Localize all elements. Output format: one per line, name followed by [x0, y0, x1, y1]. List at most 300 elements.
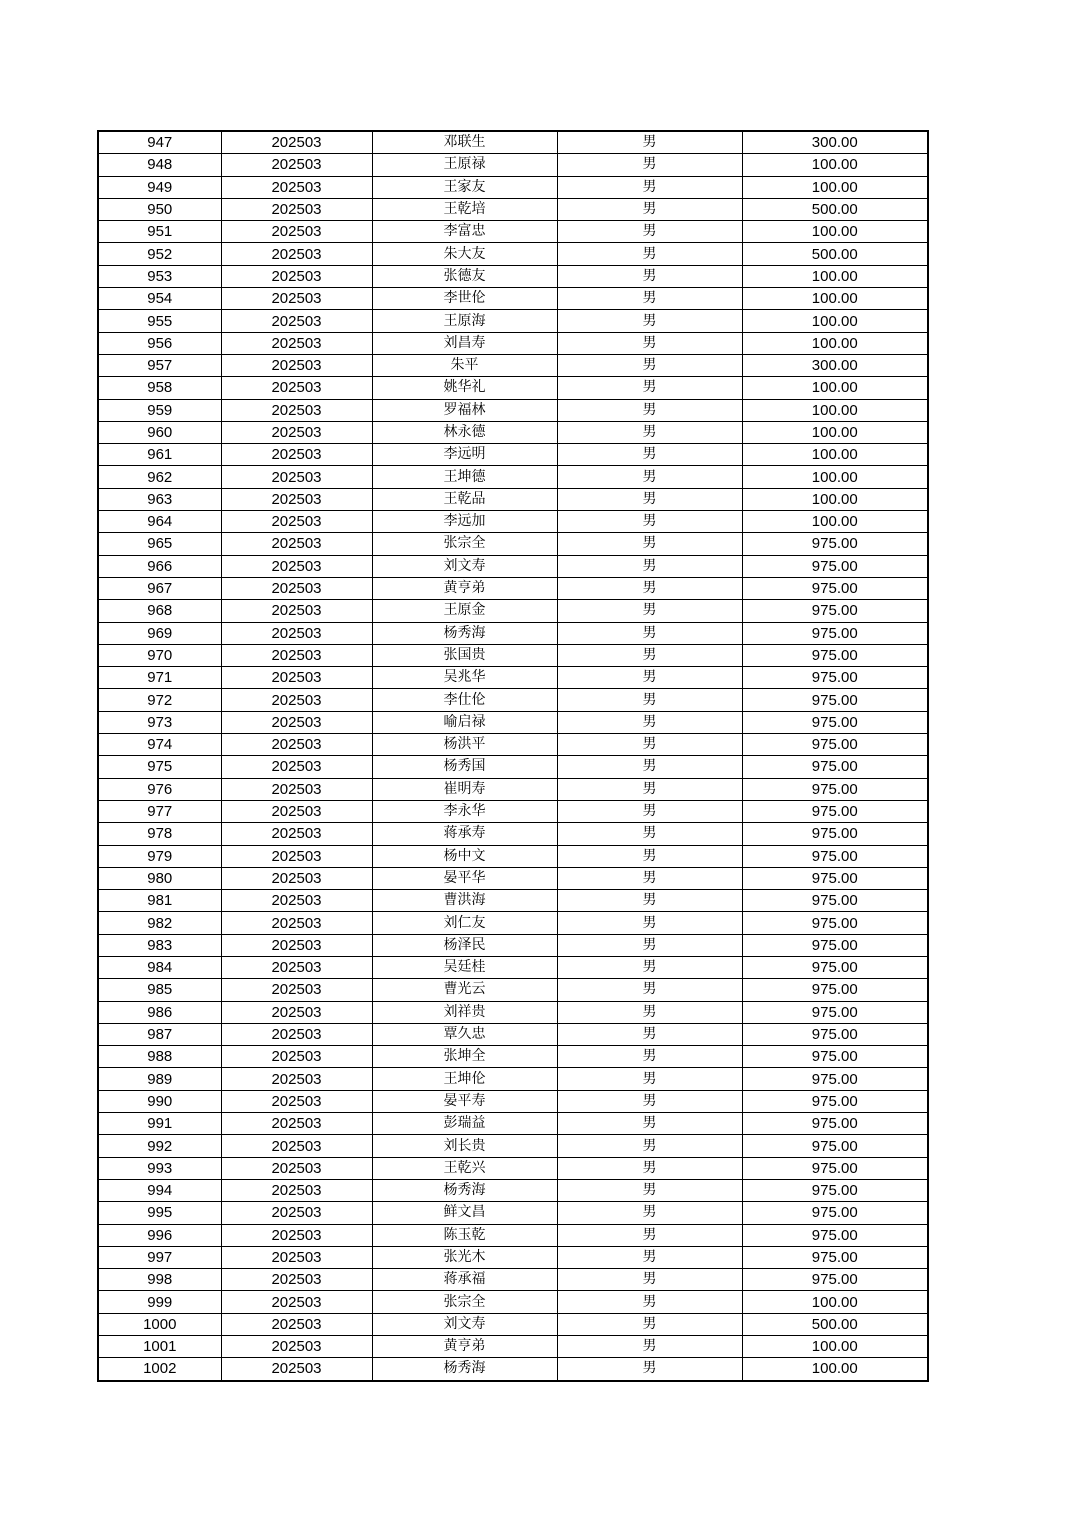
- table-row: [98, 1179, 928, 1201]
- amount-cell: 975.00: [742, 979, 928, 1001]
- amount-cell: 975.00: [742, 555, 928, 577]
- row-number-cell: 955: [98, 310, 221, 332]
- name-cell: 李世伦: [372, 288, 557, 310]
- name-cell: 朱平: [372, 354, 557, 376]
- amount-cell: 975.00: [742, 1269, 928, 1291]
- period-cell: 202503: [221, 1157, 372, 1179]
- amount-cell: 300.00: [742, 354, 928, 376]
- table-row: [98, 377, 928, 399]
- gender-cell: 男: [557, 1224, 742, 1246]
- table-row: [98, 1068, 928, 1090]
- table-row: [98, 956, 928, 978]
- table-row: [98, 154, 928, 176]
- gender-cell: 男: [557, 1046, 742, 1068]
- amount-cell: 300.00: [742, 131, 928, 154]
- row-number-cell: 998: [98, 1269, 221, 1291]
- name-cell: 黄亨弟: [372, 1336, 557, 1358]
- gender-cell: 男: [557, 533, 742, 555]
- period-cell: 202503: [221, 354, 372, 376]
- name-cell: 杨中文: [372, 845, 557, 867]
- gender-cell: 男: [557, 979, 742, 1001]
- name-cell: 杨秀国: [372, 756, 557, 778]
- amount-cell: 975.00: [742, 533, 928, 555]
- name-cell: 王原禄: [372, 154, 557, 176]
- gender-cell: 男: [557, 1001, 742, 1023]
- gender-cell: 男: [557, 667, 742, 689]
- name-cell: 陈玉乾: [372, 1224, 557, 1246]
- row-number-cell: 972: [98, 689, 221, 711]
- name-cell: 刘文寿: [372, 1313, 557, 1335]
- amount-cell: 975.00: [742, 1135, 928, 1157]
- amount-cell: 500.00: [742, 243, 928, 265]
- amount-cell: 975.00: [742, 867, 928, 889]
- gender-cell: 男: [557, 577, 742, 599]
- period-cell: 202503: [221, 1001, 372, 1023]
- period-cell: 202503: [221, 1135, 372, 1157]
- name-cell: 曹光云: [372, 979, 557, 1001]
- table-row: [98, 1291, 928, 1313]
- period-cell: 202503: [221, 444, 372, 466]
- table-row: [98, 1313, 928, 1335]
- name-cell: 杨秀海: [372, 1179, 557, 1201]
- gender-cell: 男: [557, 1179, 742, 1201]
- row-number-cell: 971: [98, 667, 221, 689]
- name-cell: 鲜文昌: [372, 1202, 557, 1224]
- period-cell: 202503: [221, 488, 372, 510]
- row-number-cell: 993: [98, 1157, 221, 1179]
- period-cell: 202503: [221, 1179, 372, 1201]
- row-number-cell: 963: [98, 488, 221, 510]
- gender-cell: 男: [557, 1358, 742, 1381]
- row-number-cell: 957: [98, 354, 221, 376]
- table-row: [98, 288, 928, 310]
- period-cell: 202503: [221, 466, 372, 488]
- amount-cell: 100.00: [742, 1358, 928, 1381]
- period-cell: 202503: [221, 1068, 372, 1090]
- amount-cell: 975.00: [742, 800, 928, 822]
- row-number-cell: 956: [98, 332, 221, 354]
- period-cell: 202503: [221, 1358, 372, 1381]
- period-cell: 202503: [221, 934, 372, 956]
- amount-cell: 975.00: [742, 1246, 928, 1268]
- name-cell: 李远加: [372, 511, 557, 533]
- gender-cell: 男: [557, 823, 742, 845]
- name-cell: 王乾兴: [372, 1157, 557, 1179]
- amount-cell: 100.00: [742, 444, 928, 466]
- period-cell: 202503: [221, 577, 372, 599]
- table-row: [98, 1336, 928, 1358]
- row-number-cell: 959: [98, 399, 221, 421]
- period-cell: 202503: [221, 511, 372, 533]
- period-cell: 202503: [221, 823, 372, 845]
- name-cell: 李富忠: [372, 221, 557, 243]
- table-row: [98, 867, 928, 889]
- amount-cell: 100.00: [742, 265, 928, 287]
- period-cell: 202503: [221, 1202, 372, 1224]
- gender-cell: 男: [557, 689, 742, 711]
- table-row: [98, 1090, 928, 1112]
- gender-cell: 男: [557, 934, 742, 956]
- row-number-cell: 973: [98, 711, 221, 733]
- amount-cell: 100.00: [742, 377, 928, 399]
- gender-cell: 男: [557, 332, 742, 354]
- period-cell: 202503: [221, 1090, 372, 1112]
- row-number-cell: 1002: [98, 1358, 221, 1381]
- name-cell: 彭瑞益: [372, 1113, 557, 1135]
- period-cell: 202503: [221, 198, 372, 220]
- name-cell: 罗福林: [372, 399, 557, 421]
- gender-cell: 男: [557, 488, 742, 510]
- table-row: [98, 1023, 928, 1045]
- name-cell: 朱大友: [372, 243, 557, 265]
- table-row: [98, 421, 928, 443]
- amount-cell: 100.00: [742, 511, 928, 533]
- table-row: [98, 1358, 928, 1381]
- amount-cell: 975.00: [742, 912, 928, 934]
- gender-cell: 男: [557, 1336, 742, 1358]
- table-row: [98, 533, 928, 555]
- gender-cell: 男: [557, 555, 742, 577]
- amount-cell: 100.00: [742, 1336, 928, 1358]
- period-cell: 202503: [221, 1291, 372, 1313]
- table-row: [98, 399, 928, 421]
- row-number-cell: 979: [98, 845, 221, 867]
- row-number-cell: 985: [98, 979, 221, 1001]
- gender-cell: 男: [557, 399, 742, 421]
- amount-cell: 975.00: [742, 1046, 928, 1068]
- amount-cell: 975.00: [742, 1202, 928, 1224]
- gender-cell: 男: [557, 1090, 742, 1112]
- amount-cell: 100.00: [742, 421, 928, 443]
- gender-cell: 男: [557, 622, 742, 644]
- table-body: [98, 131, 928, 1381]
- name-cell: 张国贵: [372, 644, 557, 666]
- row-number-cell: 989: [98, 1068, 221, 1090]
- period-cell: 202503: [221, 377, 372, 399]
- period-cell: 202503: [221, 310, 372, 332]
- gender-cell: 男: [557, 154, 742, 176]
- period-cell: 202503: [221, 1224, 372, 1246]
- table-row: [98, 845, 928, 867]
- table-row: [98, 778, 928, 800]
- amount-cell: 100.00: [742, 488, 928, 510]
- gender-cell: 男: [557, 421, 742, 443]
- table-row: [98, 354, 928, 376]
- period-cell: 202503: [221, 956, 372, 978]
- gender-cell: 男: [557, 845, 742, 867]
- row-number-cell: 961: [98, 444, 221, 466]
- gender-cell: 男: [557, 1246, 742, 1268]
- amount-cell: 975.00: [742, 1157, 928, 1179]
- row-number-cell: 992: [98, 1135, 221, 1157]
- gender-cell: 男: [557, 867, 742, 889]
- table-row: [98, 176, 928, 198]
- amount-cell: 100.00: [742, 310, 928, 332]
- amount-cell: 975.00: [742, 1068, 928, 1090]
- table-row: [98, 1001, 928, 1023]
- period-cell: 202503: [221, 1269, 372, 1291]
- gender-cell: 男: [557, 466, 742, 488]
- row-number-cell: 947: [98, 131, 221, 154]
- table-row: [98, 667, 928, 689]
- amount-cell: 975.00: [742, 956, 928, 978]
- period-cell: 202503: [221, 622, 372, 644]
- name-cell: 黄亨弟: [372, 577, 557, 599]
- table-row: [98, 511, 928, 533]
- row-number-cell: 965: [98, 533, 221, 555]
- name-cell: 李永华: [372, 800, 557, 822]
- name-cell: 杨泽民: [372, 934, 557, 956]
- amount-cell: 975.00: [742, 711, 928, 733]
- amount-cell: 975.00: [742, 689, 928, 711]
- table-row: [98, 1202, 928, 1224]
- name-cell: 王乾品: [372, 488, 557, 510]
- row-number-cell: 986: [98, 1001, 221, 1023]
- period-cell: 202503: [221, 1246, 372, 1268]
- period-cell: 202503: [221, 800, 372, 822]
- row-number-cell: 977: [98, 800, 221, 822]
- table-row: [98, 979, 928, 1001]
- amount-cell: 975.00: [742, 667, 928, 689]
- gender-cell: 男: [557, 288, 742, 310]
- row-number-cell: 954: [98, 288, 221, 310]
- row-number-cell: 958: [98, 377, 221, 399]
- table-row: [98, 332, 928, 354]
- period-cell: 202503: [221, 912, 372, 934]
- period-cell: 202503: [221, 221, 372, 243]
- row-number-cell: 997: [98, 1246, 221, 1268]
- amount-cell: 500.00: [742, 1313, 928, 1335]
- name-cell: 杨秀海: [372, 622, 557, 644]
- name-cell: 刘祥贵: [372, 1001, 557, 1023]
- period-cell: 202503: [221, 332, 372, 354]
- amount-cell: 975.00: [742, 823, 928, 845]
- row-number-cell: 988: [98, 1046, 221, 1068]
- table-row: [98, 890, 928, 912]
- name-cell: 林永德: [372, 421, 557, 443]
- name-cell: 吴兆华: [372, 667, 557, 689]
- table-row: [98, 466, 928, 488]
- amount-cell: 100.00: [742, 466, 928, 488]
- gender-cell: 男: [557, 444, 742, 466]
- name-cell: 杨秀海: [372, 1358, 557, 1381]
- period-cell: 202503: [221, 243, 372, 265]
- gender-cell: 男: [557, 644, 742, 666]
- table-row: [98, 577, 928, 599]
- row-number-cell: 948: [98, 154, 221, 176]
- amount-cell: 975.00: [742, 600, 928, 622]
- amount-cell: 100.00: [742, 221, 928, 243]
- period-cell: 202503: [221, 1113, 372, 1135]
- table-row: [98, 555, 928, 577]
- table-row: [98, 488, 928, 510]
- name-cell: 杨洪平: [372, 734, 557, 756]
- table-row: [98, 1224, 928, 1246]
- row-number-cell: 974: [98, 734, 221, 756]
- row-number-cell: 984: [98, 956, 221, 978]
- row-number-cell: 951: [98, 221, 221, 243]
- row-number-cell: 996: [98, 1224, 221, 1246]
- period-cell: 202503: [221, 845, 372, 867]
- name-cell: 刘长贵: [372, 1135, 557, 1157]
- period-cell: 202503: [221, 533, 372, 555]
- gender-cell: 男: [557, 778, 742, 800]
- row-number-cell: 976: [98, 778, 221, 800]
- row-number-cell: 980: [98, 867, 221, 889]
- table-row: [98, 265, 928, 287]
- amount-cell: 975.00: [742, 778, 928, 800]
- amount-cell: 500.00: [742, 198, 928, 220]
- gender-cell: 男: [557, 1313, 742, 1335]
- period-cell: 202503: [221, 1336, 372, 1358]
- row-number-cell: 978: [98, 823, 221, 845]
- name-cell: 刘昌寿: [372, 332, 557, 354]
- gender-cell: 男: [557, 176, 742, 198]
- amount-cell: 100.00: [742, 1291, 928, 1313]
- gender-cell: 男: [557, 890, 742, 912]
- name-cell: 王乾培: [372, 198, 557, 220]
- amount-cell: 100.00: [742, 332, 928, 354]
- name-cell: 张坤全: [372, 1046, 557, 1068]
- period-cell: 202503: [221, 711, 372, 733]
- table-row: [98, 1269, 928, 1291]
- table-row: [98, 221, 928, 243]
- row-number-cell: 994: [98, 1179, 221, 1201]
- row-number-cell: 952: [98, 243, 221, 265]
- table-row: [98, 1046, 928, 1068]
- row-number-cell: 960: [98, 421, 221, 443]
- gender-cell: 男: [557, 912, 742, 934]
- period-cell: 202503: [221, 265, 372, 287]
- name-cell: 邓联生: [372, 131, 557, 154]
- row-number-cell: 968: [98, 600, 221, 622]
- name-cell: 崔明寿: [372, 778, 557, 800]
- name-cell: 王坤德: [372, 466, 557, 488]
- period-cell: 202503: [221, 555, 372, 577]
- name-cell: 曹洪海: [372, 890, 557, 912]
- name-cell: 王原金: [372, 600, 557, 622]
- name-cell: 王坤伦: [372, 1068, 557, 1090]
- period-cell: 202503: [221, 644, 372, 666]
- gender-cell: 男: [557, 1291, 742, 1313]
- period-cell: 202503: [221, 689, 372, 711]
- gender-cell: 男: [557, 1023, 742, 1045]
- row-number-cell: 975: [98, 756, 221, 778]
- period-cell: 202503: [221, 667, 372, 689]
- amount-cell: 975.00: [742, 1023, 928, 1045]
- gender-cell: 男: [557, 265, 742, 287]
- period-cell: 202503: [221, 288, 372, 310]
- amount-cell: 975.00: [742, 734, 928, 756]
- gender-cell: 男: [557, 1113, 742, 1135]
- table-row: [98, 756, 928, 778]
- amount-cell: 100.00: [742, 154, 928, 176]
- table-row: [98, 711, 928, 733]
- row-number-cell: 966: [98, 555, 221, 577]
- amount-cell: 975.00: [742, 1090, 928, 1112]
- period-cell: 202503: [221, 399, 372, 421]
- table-row: [98, 243, 928, 265]
- table-row: [98, 912, 928, 934]
- row-number-cell: 962: [98, 466, 221, 488]
- amount-cell: 975.00: [742, 644, 928, 666]
- row-number-cell: 967: [98, 577, 221, 599]
- amount-cell: 975.00: [742, 577, 928, 599]
- gender-cell: 男: [557, 1202, 742, 1224]
- row-number-cell: 953: [98, 265, 221, 287]
- period-cell: 202503: [221, 979, 372, 1001]
- period-cell: 202503: [221, 154, 372, 176]
- amount-cell: 975.00: [742, 934, 928, 956]
- amount-cell: 100.00: [742, 399, 928, 421]
- table-row: [98, 823, 928, 845]
- name-cell: 张德友: [372, 265, 557, 287]
- gender-cell: 男: [557, 354, 742, 376]
- row-number-cell: 964: [98, 511, 221, 533]
- gender-cell: 男: [557, 1157, 742, 1179]
- row-number-cell: 970: [98, 644, 221, 666]
- row-number-cell: 987: [98, 1023, 221, 1045]
- row-number-cell: 981: [98, 890, 221, 912]
- period-cell: 202503: [221, 890, 372, 912]
- table-row: [98, 310, 928, 332]
- name-cell: 张宗全: [372, 533, 557, 555]
- name-cell: 晏平寿: [372, 1090, 557, 1112]
- period-cell: 202503: [221, 756, 372, 778]
- gender-cell: 男: [557, 956, 742, 978]
- name-cell: 蒋承福: [372, 1269, 557, 1291]
- row-number-cell: 950: [98, 198, 221, 220]
- gender-cell: 男: [557, 198, 742, 220]
- table-row: [98, 1246, 928, 1268]
- amount-cell: 975.00: [742, 890, 928, 912]
- table-row: [98, 1135, 928, 1157]
- period-cell: 202503: [221, 1046, 372, 1068]
- row-number-cell: 982: [98, 912, 221, 934]
- gender-cell: 男: [557, 1269, 742, 1291]
- period-cell: 202503: [221, 1313, 372, 1335]
- row-number-cell: 1001: [98, 1336, 221, 1358]
- amount-cell: 975.00: [742, 1179, 928, 1201]
- table-row: [98, 131, 928, 154]
- name-cell: 王原海: [372, 310, 557, 332]
- row-number-cell: 969: [98, 622, 221, 644]
- period-cell: 202503: [221, 176, 372, 198]
- period-cell: 202503: [221, 778, 372, 800]
- name-cell: 喻启禄: [372, 711, 557, 733]
- period-cell: 202503: [221, 421, 372, 443]
- gender-cell: 男: [557, 310, 742, 332]
- period-cell: 202503: [221, 867, 372, 889]
- name-cell: 吴廷桂: [372, 956, 557, 978]
- name-cell: 李仕伦: [372, 689, 557, 711]
- gender-cell: 男: [557, 511, 742, 533]
- name-cell: 张宗全: [372, 1291, 557, 1313]
- row-number-cell: 995: [98, 1202, 221, 1224]
- name-cell: 王家友: [372, 176, 557, 198]
- row-number-cell: 1000: [98, 1313, 221, 1335]
- row-number-cell: 990: [98, 1090, 221, 1112]
- amount-cell: 975.00: [742, 1001, 928, 1023]
- gender-cell: 男: [557, 1135, 742, 1157]
- row-number-cell: 991: [98, 1113, 221, 1135]
- name-cell: 姚华礼: [372, 377, 557, 399]
- gender-cell: 男: [557, 756, 742, 778]
- table-row: [98, 689, 928, 711]
- gender-cell: 男: [557, 131, 742, 154]
- name-cell: 张光木: [372, 1246, 557, 1268]
- table-row: [98, 644, 928, 666]
